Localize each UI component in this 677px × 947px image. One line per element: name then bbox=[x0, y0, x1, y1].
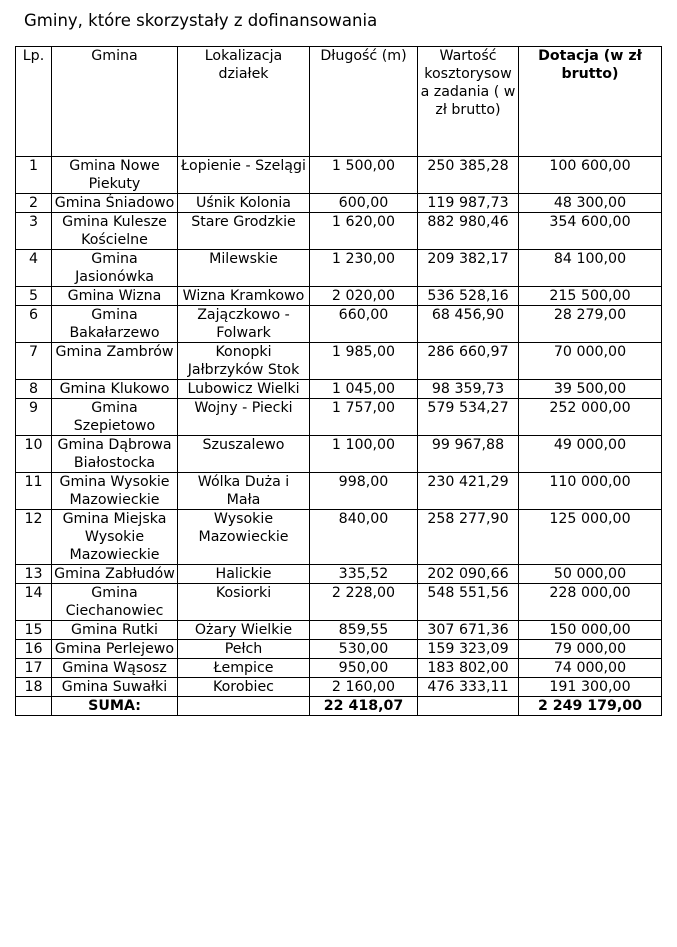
table-body bbox=[16, 157, 662, 697]
cell-lokalizacja: Lubowicz Wielki bbox=[178, 380, 310, 399]
table-row bbox=[16, 436, 662, 473]
cell-wartosc: 202 090,66 bbox=[418, 565, 519, 584]
table-row bbox=[16, 399, 662, 436]
cell-gmina: Gmina Ciechanowiec bbox=[52, 584, 178, 621]
cell-wartosc: 119 987,73 bbox=[418, 194, 519, 213]
cell-lp: 3 bbox=[16, 213, 52, 250]
sum-wartosc-cell bbox=[418, 697, 519, 716]
cell-gmina: Gmina Wizna bbox=[52, 287, 178, 306]
cell-dlugosc: 1 500,00 bbox=[310, 157, 418, 194]
cell-lokalizacja: Uśnik Kolonia bbox=[178, 194, 310, 213]
cell-dotacja: 50 000,00 bbox=[519, 565, 662, 584]
cell-dlugosc: 2 228,00 bbox=[310, 584, 418, 621]
cell-dotacja: 79 000,00 bbox=[519, 640, 662, 659]
table-row bbox=[16, 565, 662, 584]
cell-gmina: Gmina Zambrów bbox=[52, 343, 178, 380]
cell-dlugosc: 2 020,00 bbox=[310, 287, 418, 306]
cell-dotacja: 84 100,00 bbox=[519, 250, 662, 287]
table-header-row bbox=[16, 47, 662, 157]
cell-wartosc: 307 671,36 bbox=[418, 621, 519, 640]
table-row bbox=[16, 510, 662, 565]
table-row bbox=[16, 213, 662, 250]
cell-wartosc: 286 660,97 bbox=[418, 343, 519, 380]
table-row bbox=[16, 380, 662, 399]
cell-dlugosc: 1 985,00 bbox=[310, 343, 418, 380]
table-row bbox=[16, 343, 662, 380]
table-row bbox=[16, 640, 662, 659]
cell-dlugosc: 1 045,00 bbox=[310, 380, 418, 399]
table-row bbox=[16, 250, 662, 287]
cell-dotacja: 150 000,00 bbox=[519, 621, 662, 640]
cell-dotacja: 100 600,00 bbox=[519, 157, 662, 194]
document-title: Gminy, które skorzystały z dofinansowania bbox=[24, 11, 378, 30]
cell-wartosc: 98 359,73 bbox=[418, 380, 519, 399]
cell-dlugosc: 600,00 bbox=[310, 194, 418, 213]
cell-lp: 13 bbox=[16, 565, 52, 584]
cell-dlugosc: 859,55 bbox=[310, 621, 418, 640]
cell-lokalizacja: Wojny - Piecki bbox=[178, 399, 310, 436]
cell-dlugosc: 950,00 bbox=[310, 659, 418, 678]
cell-dlugosc: 1 230,00 bbox=[310, 250, 418, 287]
cell-lp: 18 bbox=[16, 678, 52, 697]
table-row bbox=[16, 287, 662, 306]
cell-lokalizacja: Wizna Kramkowo bbox=[178, 287, 310, 306]
cell-lokalizacja: Pełch bbox=[178, 640, 310, 659]
cell-lp: 4 bbox=[16, 250, 52, 287]
cell-lokalizacja: Wysokie Mazowieckie bbox=[178, 510, 310, 565]
cell-wartosc: 548 551,56 bbox=[418, 584, 519, 621]
header-lp: Lp. bbox=[16, 47, 52, 157]
table-row bbox=[16, 306, 662, 343]
cell-lp: 10 bbox=[16, 436, 52, 473]
table-row bbox=[16, 194, 662, 213]
sum-lokalizacja-cell bbox=[178, 697, 310, 716]
cell-lokalizacja: Stare Grodzkie bbox=[178, 213, 310, 250]
cell-gmina: Gmina Szepietowo bbox=[52, 399, 178, 436]
table-row bbox=[16, 157, 662, 194]
cell-gmina: Gmina Klukowo bbox=[52, 380, 178, 399]
table-row bbox=[16, 621, 662, 640]
cell-lokalizacja: Konopki Jałbrzyków Stok bbox=[178, 343, 310, 380]
cell-wartosc: 258 277,90 bbox=[418, 510, 519, 565]
cell-lokalizacja: Halickie bbox=[178, 565, 310, 584]
sum-lp-cell bbox=[16, 697, 52, 716]
cell-dotacja: 49 000,00 bbox=[519, 436, 662, 473]
cell-wartosc: 882 980,46 bbox=[418, 213, 519, 250]
cell-wartosc: 476 333,11 bbox=[418, 678, 519, 697]
cell-gmina: Gmina Kulesze Kościelne bbox=[52, 213, 178, 250]
table-row bbox=[16, 584, 662, 621]
cell-lp: 1 bbox=[16, 157, 52, 194]
cell-dotacja: 354 600,00 bbox=[519, 213, 662, 250]
cell-wartosc: 183 802,00 bbox=[418, 659, 519, 678]
cell-lokalizacja: Łopienie - Szelągi bbox=[178, 157, 310, 194]
cell-lokalizacja: Zajączkowo - Folwark bbox=[178, 306, 310, 343]
cell-gmina: Gmina Wysokie Mazowieckie bbox=[52, 473, 178, 510]
cell-lokalizacja: Wólka Duża i Mała bbox=[178, 473, 310, 510]
table-row bbox=[16, 659, 662, 678]
cell-dlugosc: 998,00 bbox=[310, 473, 418, 510]
cell-wartosc: 209 382,17 bbox=[418, 250, 519, 287]
header-dlugosc: Długość (m) bbox=[310, 47, 418, 157]
header-gmina: Gmina bbox=[52, 47, 178, 157]
cell-lp: 16 bbox=[16, 640, 52, 659]
cell-dotacja: 125 000,00 bbox=[519, 510, 662, 565]
cell-lp: 12 bbox=[16, 510, 52, 565]
cell-dlugosc: 660,00 bbox=[310, 306, 418, 343]
cell-gmina: Gmina Suwałki bbox=[52, 678, 178, 697]
cell-lokalizacja: Korobiec bbox=[178, 678, 310, 697]
cell-lp: 2 bbox=[16, 194, 52, 213]
cell-gmina: Gmina Bakałarzewo bbox=[52, 306, 178, 343]
table-row bbox=[16, 473, 662, 510]
cell-lokalizacja: Kosiorki bbox=[178, 584, 310, 621]
cell-dotacja: 228 000,00 bbox=[519, 584, 662, 621]
cell-wartosc: 159 323,09 bbox=[418, 640, 519, 659]
cell-dotacja: 252 000,00 bbox=[519, 399, 662, 436]
sum-row bbox=[16, 697, 662, 716]
header-dotacja: Dotacja (w zł brutto) bbox=[519, 47, 662, 157]
cell-lokalizacja: Ożary Wielkie bbox=[178, 621, 310, 640]
cell-gmina: Gmina Dąbrowa Białostocka bbox=[52, 436, 178, 473]
cell-gmina: Gmina Śniadowo bbox=[52, 194, 178, 213]
header-wartosc: Wartość kosztorysowa zadania ( w zł brutto) bbox=[418, 47, 519, 157]
cell-wartosc: 68 456,90 bbox=[418, 306, 519, 343]
sum-dlugosc: 22 418,07 bbox=[310, 697, 418, 716]
cell-gmina: Gmina Wąsosz bbox=[52, 659, 178, 678]
cell-lp: 8 bbox=[16, 380, 52, 399]
cell-lp: 6 bbox=[16, 306, 52, 343]
sum-dotacja: 2 249 179,00 bbox=[519, 697, 662, 716]
cell-dlugosc: 1 100,00 bbox=[310, 436, 418, 473]
cell-gmina: Gmina Nowe Piekuty bbox=[52, 157, 178, 194]
cell-lp: 5 bbox=[16, 287, 52, 306]
sum-label: SUMA: bbox=[52, 697, 178, 716]
cell-lp: 7 bbox=[16, 343, 52, 380]
cell-lp: 17 bbox=[16, 659, 52, 678]
cell-lp: 15 bbox=[16, 621, 52, 640]
cell-lokalizacja: Szuszalewo bbox=[178, 436, 310, 473]
cell-dotacja: 215 500,00 bbox=[519, 287, 662, 306]
cell-lp: 14 bbox=[16, 584, 52, 621]
cell-dotacja: 70 000,00 bbox=[519, 343, 662, 380]
cell-wartosc: 230 421,29 bbox=[418, 473, 519, 510]
cell-dlugosc: 1 757,00 bbox=[310, 399, 418, 436]
cell-dotacja: 110 000,00 bbox=[519, 473, 662, 510]
cell-dotacja: 39 500,00 bbox=[519, 380, 662, 399]
cell-dlugosc: 530,00 bbox=[310, 640, 418, 659]
cell-gmina: Gmina Zabłudów bbox=[52, 565, 178, 584]
cell-lp: 9 bbox=[16, 399, 52, 436]
table-row bbox=[16, 678, 662, 697]
cell-lp: 11 bbox=[16, 473, 52, 510]
cell-dotacja: 28 279,00 bbox=[519, 306, 662, 343]
cell-dotacja: 191 300,00 bbox=[519, 678, 662, 697]
cell-gmina: Gmina Jasionówka bbox=[52, 250, 178, 287]
cell-wartosc: 536 528,16 bbox=[418, 287, 519, 306]
cell-gmina: Gmina Perlejewo bbox=[52, 640, 178, 659]
cell-gmina: Gmina Miejska Wysokie Mazowieckie bbox=[52, 510, 178, 565]
cell-lokalizacja: Milewskie bbox=[178, 250, 310, 287]
cell-dlugosc: 840,00 bbox=[310, 510, 418, 565]
header-lokalizacja: Lokalizacja działek bbox=[178, 47, 310, 157]
cell-dotacja: 48 300,00 bbox=[519, 194, 662, 213]
cell-wartosc: 250 385,28 bbox=[418, 157, 519, 194]
cell-dotacja: 74 000,00 bbox=[519, 659, 662, 678]
cell-wartosc: 579 534,27 bbox=[418, 399, 519, 436]
cell-dlugosc: 335,52 bbox=[310, 565, 418, 584]
cell-gmina: Gmina Rutki bbox=[52, 621, 178, 640]
cell-dlugosc: 1 620,00 bbox=[310, 213, 418, 250]
subsidy-table bbox=[15, 46, 662, 716]
cell-dlugosc: 2 160,00 bbox=[310, 678, 418, 697]
cell-wartosc: 99 967,88 bbox=[418, 436, 519, 473]
cell-lokalizacja: Łempice bbox=[178, 659, 310, 678]
